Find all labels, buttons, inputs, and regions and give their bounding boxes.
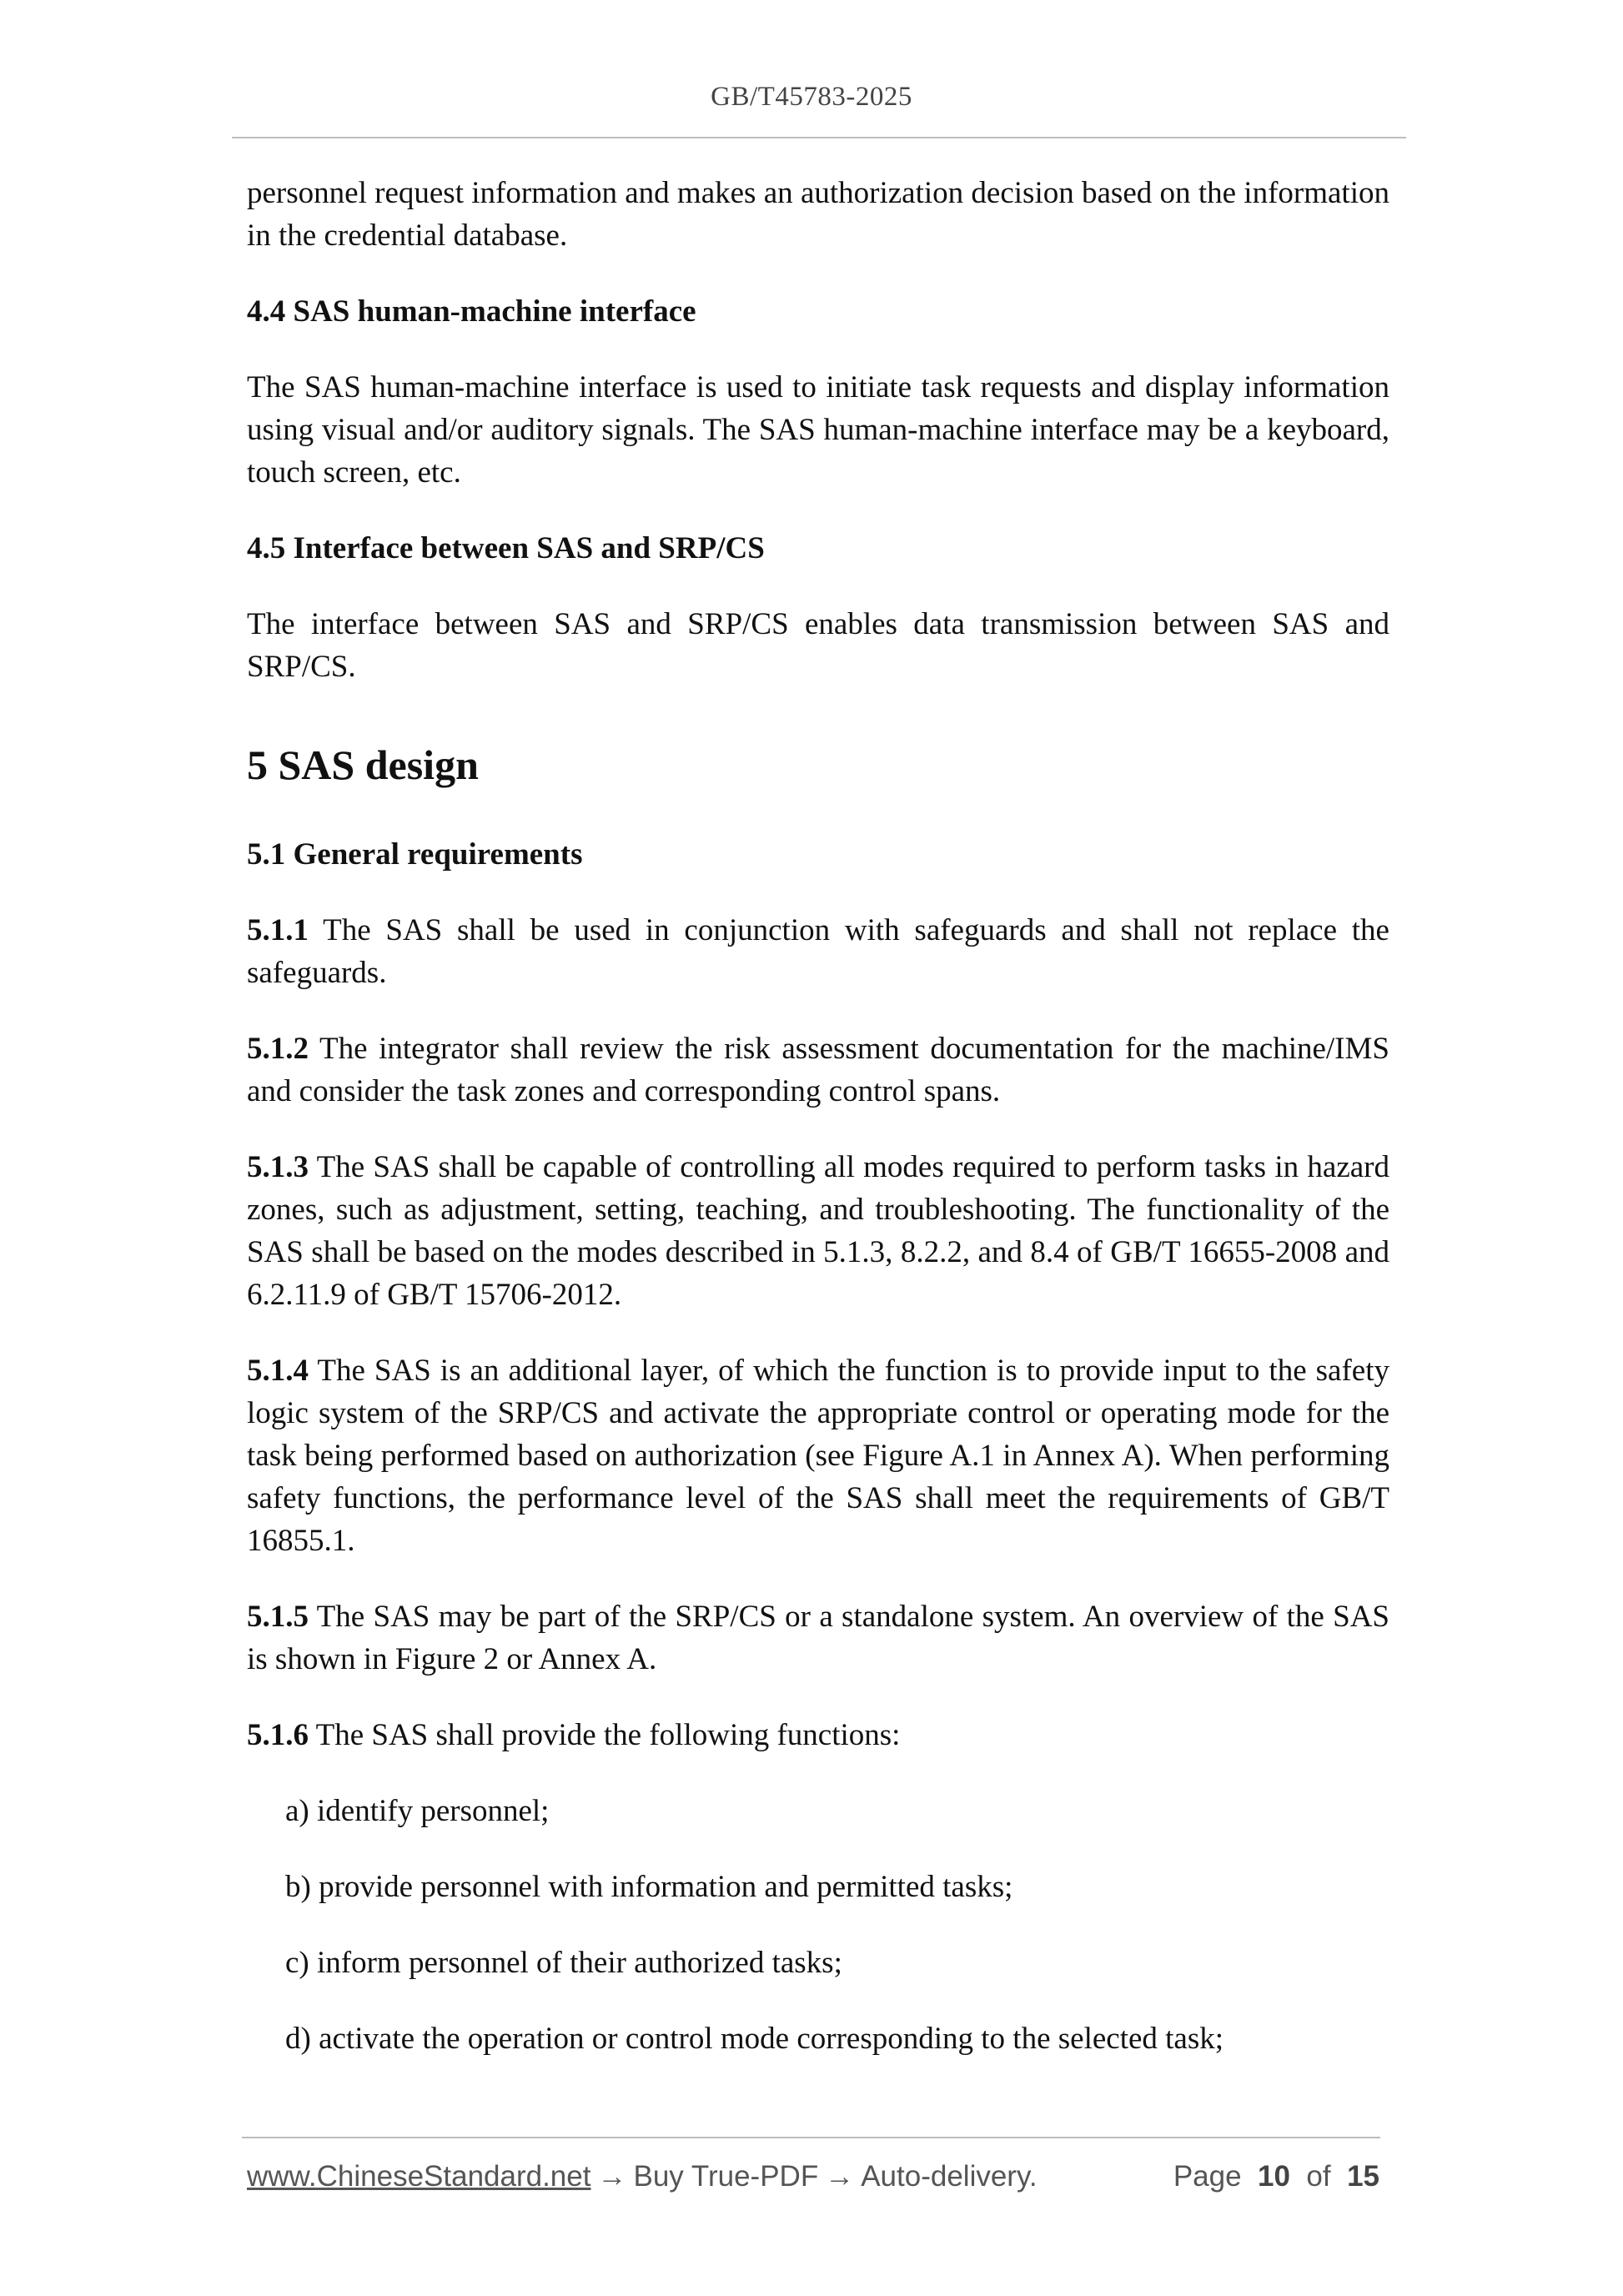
clause-number: 5.1.1 (247, 913, 309, 947)
buy-text: Buy True-PDF (633, 2160, 819, 2193)
list-item: a) identify personnel; (285, 1794, 550, 1828)
clause-number: 5.1.3 (247, 1150, 309, 1184)
clause-number: 5.1.5 (247, 1600, 309, 1634)
document-body (247, 172, 1389, 2093)
clause-5-1-1 (247, 909, 1389, 994)
arrow-right-icon: → (597, 2160, 627, 2193)
section-heading-5-1: 5.1 General requirements (247, 837, 583, 872)
clause-5-1-6 (247, 1714, 1389, 1756)
clause-text: The SAS shall be capable of controlling all modes required to perform tasks in hazard zones, such as adjustment, setting, teaching, and troubleshooting. The functionality of the SAS shall be based on the modes described in 5.1.3, 8.2.2, and 8.4 of GB/T 16655-2008 and 6.2.11.9 of GB/T 15706-2012. (247, 1150, 1389, 1312)
clause-text: The SAS shall be used in conjunction with safeguards and shall not replace the safeguards. (247, 913, 1389, 990)
page-footer (247, 2160, 1383, 2198)
clause-number: 5.1.2 (247, 1032, 309, 1066)
page-number: 10 (1258, 2160, 1290, 2193)
clause-text: The SAS shall provide the following functions: (315, 1718, 901, 1752)
clause-5-1-2 (247, 1027, 1389, 1113)
delivery-text: Auto-delivery. (861, 2160, 1038, 2193)
intro-paragraph: personnel request information and makes an authorization decision based on the information in the credential database. (247, 176, 1389, 253)
clause-number: 5.1.4 (247, 1354, 309, 1388)
page-label: Page (1173, 2160, 1242, 2193)
clause-5-1-3 (247, 1146, 1389, 1316)
clause-text: The SAS is an additional layer, of which the function is to provide input to the safety logic system of the SRP/CS and activate the appropriate control or operating mode for the task being performed based on authorization (see Figure A.1 in Annex A). When performing safety functions, the performance level of the SAS shall meet the requirements of GB/T 16855.1. (247, 1354, 1389, 1558)
of-label: of (1306, 2160, 1331, 2193)
site-link[interactable]: www.ChineseStandard.net (247, 2160, 591, 2193)
page-indicator (1173, 2160, 1379, 2193)
section-heading-4-5: 4.5 Interface between SAS and SRP/CS (247, 531, 765, 565)
header-divider (232, 137, 1406, 138)
document-code-header: GB/T45783-2025 (711, 82, 912, 112)
clause-text: The SAS may be part of the SRP/CS or a standalone system. An overview of the SAS is shown in Figure 2 or Annex A. (247, 1600, 1389, 1676)
clause-5-1-4 (247, 1349, 1389, 1562)
paragraph-4-5: The interface between SAS and SRP/CS enables data transmission between SAS and SRP/CS. (247, 607, 1389, 684)
clause-text: The integrator shall review the risk assessment documentation for the machine/IMS and consider the task zones and corresponding control spans. (247, 1032, 1389, 1108)
paragraph-4-4: The SAS human-machine interface is used to initiate task requests and display information using visual and/or auditory signals. The SAS human-machine interface may be a keyboard, touch screen, etc. (247, 370, 1389, 490)
list-item: c) inform personnel of their authorized tasks; (285, 1946, 842, 1980)
arrow-right-icon: → (825, 2160, 855, 2193)
clause-5-1-5 (247, 1595, 1389, 1681)
footer-divider (242, 2137, 1380, 2138)
list-item: b) provide personnel with information and permitted tasks; (285, 1870, 1013, 1904)
chapter-heading-5: 5 SAS design (247, 741, 479, 788)
clause-number: 5.1.6 (247, 1718, 309, 1752)
footer-promo (247, 2160, 1038, 2193)
page-total: 15 (1347, 2160, 1379, 2193)
section-heading-4-4: 4.4 SAS human-machine interface (247, 294, 696, 329)
list-item: d) activate the operation or control mode corresponding to the selected task; (285, 2022, 1224, 2056)
